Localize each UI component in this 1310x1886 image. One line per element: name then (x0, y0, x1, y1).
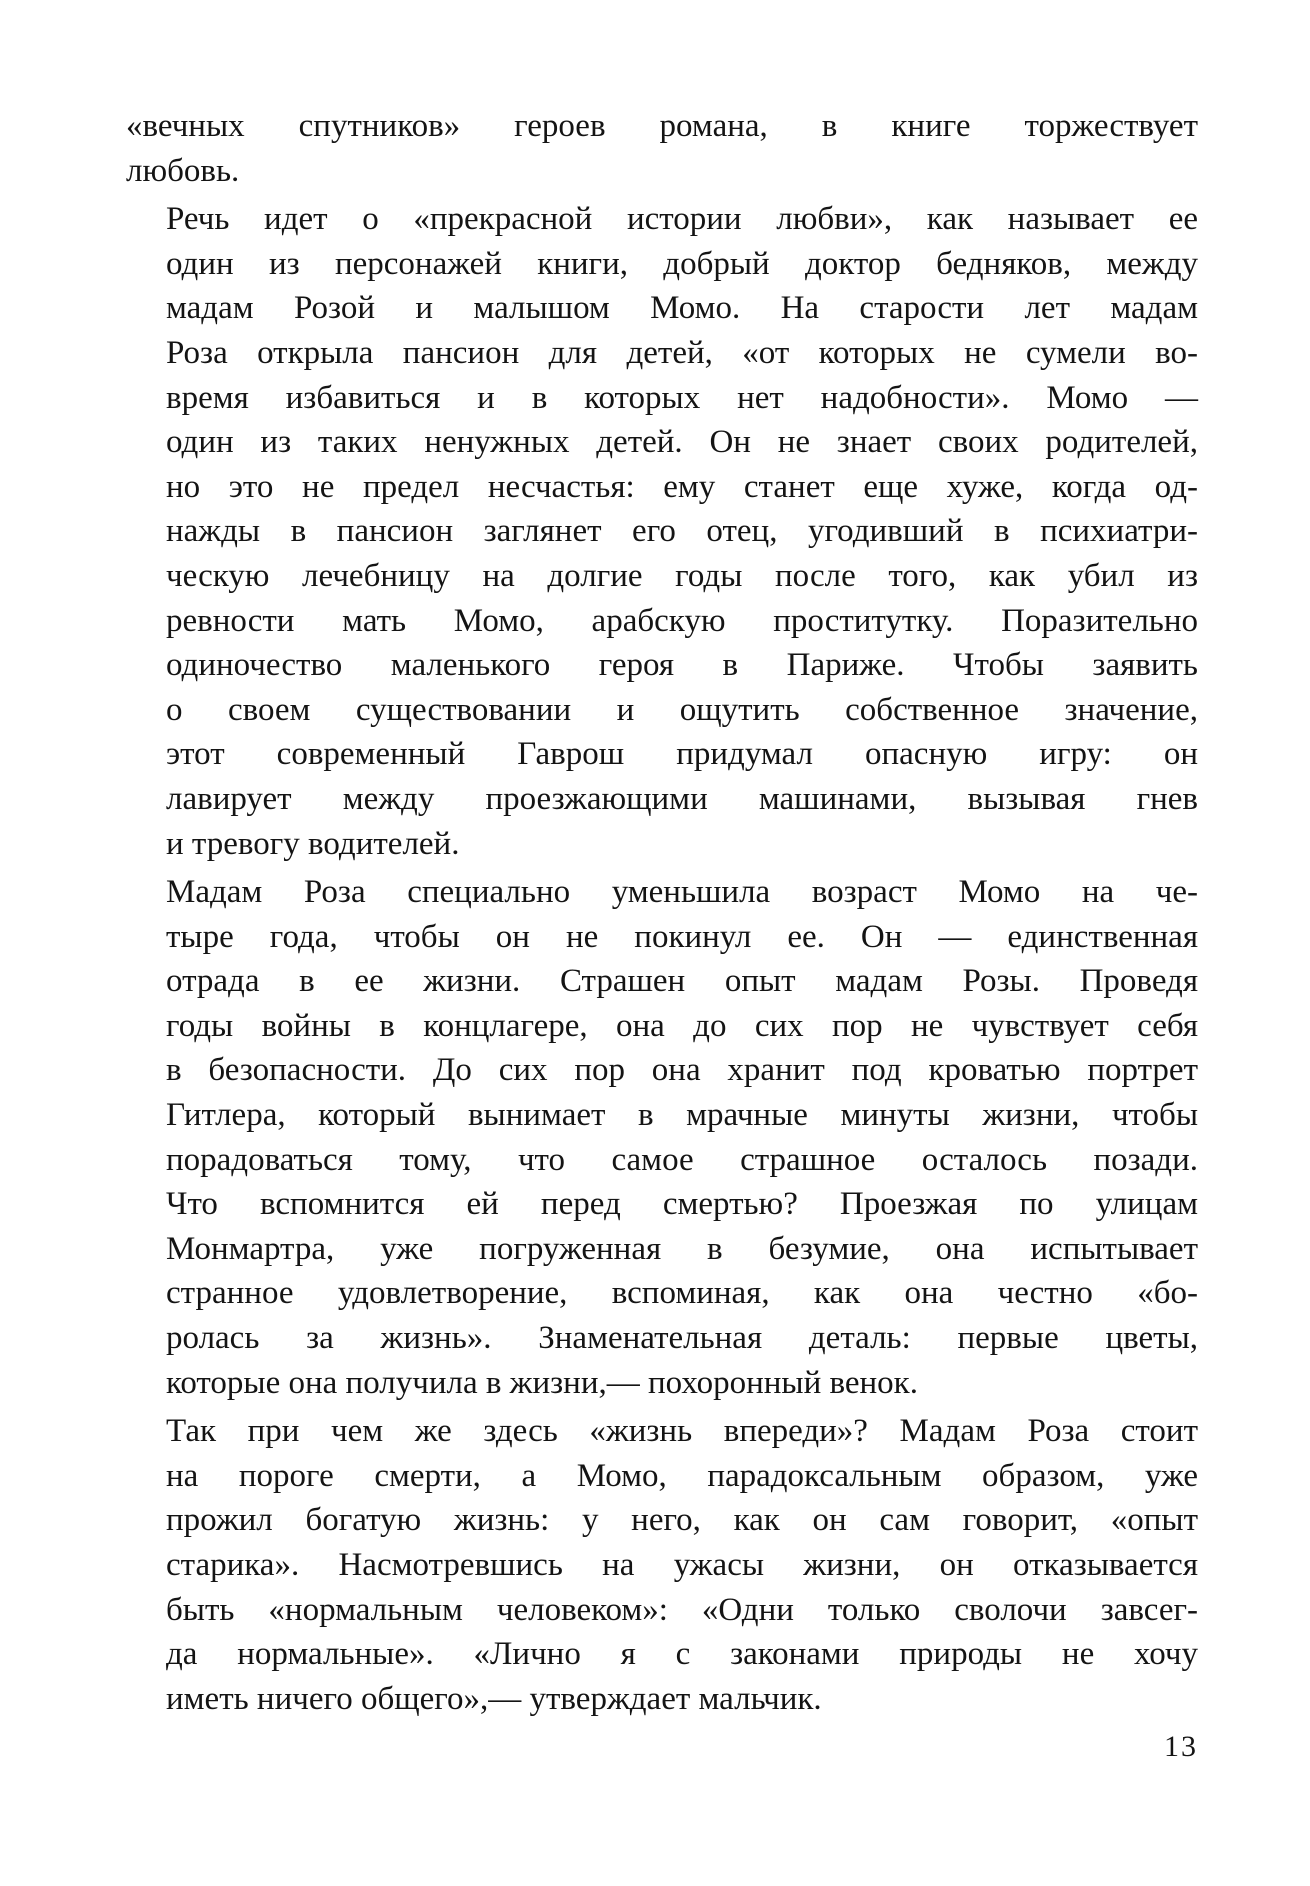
text-line: странное удовлетворение, вспоминая, как она честно «бо- (166, 1275, 1198, 1312)
text-line: Монмартра, уже погруженная в безумие, она испытывает (166, 1230, 1198, 1267)
text-line: Что вспомнится ей перед смертью? Проезжая по улицам (166, 1186, 1198, 1223)
text-line: порадоваться тому, что самое страшное осталось позади. (166, 1141, 1198, 1178)
paragraph-1 (126, 104, 1198, 193)
text-line: любовь. (126, 152, 240, 189)
text-line: ролась за жизнь». Знаменательная деталь: первые цветы, (166, 1320, 1198, 1357)
text-line: но это не предел несчастья: ему станет еще хуже, когда од- (166, 468, 1198, 505)
text-line: ревности мать Момо, арабскую проститутку. Поразительно (166, 602, 1198, 639)
text-line: одиночество маленького героя в Париже. Чтобы заявить (166, 647, 1198, 684)
text-line: годы войны в концлагере, она до сих пор не чувствует себя (166, 1007, 1198, 1044)
paragraph-4 (126, 1409, 1198, 1721)
paragraph-3 (126, 870, 1198, 1405)
text-line: лавирует между проезжающими машинами, вызывая гнев (166, 780, 1198, 817)
text-line: Гитлера, который вынимает в мрачные минуты жизни, чтобы (166, 1097, 1198, 1134)
text-line: ческую лечебницу на долгие годы после того, как убил из (166, 557, 1198, 594)
text-line: которые она получила в жизни,— похоронный венок. (166, 1364, 918, 1401)
text-line: старика». Насмотревшись на ужасы жизни, он отказывается (166, 1547, 1198, 1583)
text-line: Роза открыла пансион для детей, «от которых не сумели во- (166, 334, 1198, 371)
text-line: «вечных спутников» героев романа, в книге торжествует (126, 108, 1198, 144)
text-line: нажды в пансион заглянет его отец, угодивший в психиатри- (166, 513, 1198, 550)
text-line: отрада в ее жизни. Страшен опыт мадам Розы. Проведя (166, 963, 1198, 1000)
text-line: прожил богатую жизнь: у него, как он сам говорит, «опыт (166, 1502, 1198, 1539)
text-line: в безопасности. До сих пор она хранит под кроватью портрет (166, 1052, 1198, 1089)
text-line: один из персонажей книги, добрый доктор бедняков, между (166, 245, 1198, 282)
text-line: Речь идет о «прекрасной истории любви», как называет ее (166, 201, 1198, 238)
text-line: иметь ничего общего»,— утверждает мальчик. (166, 1680, 822, 1717)
page-number: 13 (1164, 1730, 1198, 1763)
text-line: на пороге смерти, а Момо, парадоксальным образом, уже (166, 1457, 1198, 1494)
text-line: один из таких ненужных детей. Он не знает своих родителей, (166, 424, 1198, 461)
text-line: быть «нормальным человеком»: «Одни только сволочи завсег- (166, 1591, 1198, 1628)
text-line: и тревогу водителей. (166, 825, 460, 862)
text-line: Так при чем же здесь «жизнь впереди»? Мадам Роза стоит (166, 1413, 1198, 1450)
text-line: время избавиться и в которых нет надобности». Момо — (166, 379, 1198, 416)
text-line: о своем существовании и ощутить собственное значение, (166, 691, 1198, 728)
body-text (126, 104, 1198, 1721)
text-line: этот современный Гаврош придумал опасную игру: он (166, 736, 1198, 773)
text-line: Мадам Роза специально уменьшила возраст Момо на че- (166, 874, 1198, 911)
text-line: мадам Розой и малышом Момо. На старости лет мадам (166, 290, 1198, 327)
text-line: тыре года, чтобы он не покинул ее. Он — единственная (166, 918, 1198, 955)
text-line: да нормальные». «Лично я с законами природы не хочу (166, 1636, 1198, 1673)
paragraph-2 (126, 197, 1198, 866)
